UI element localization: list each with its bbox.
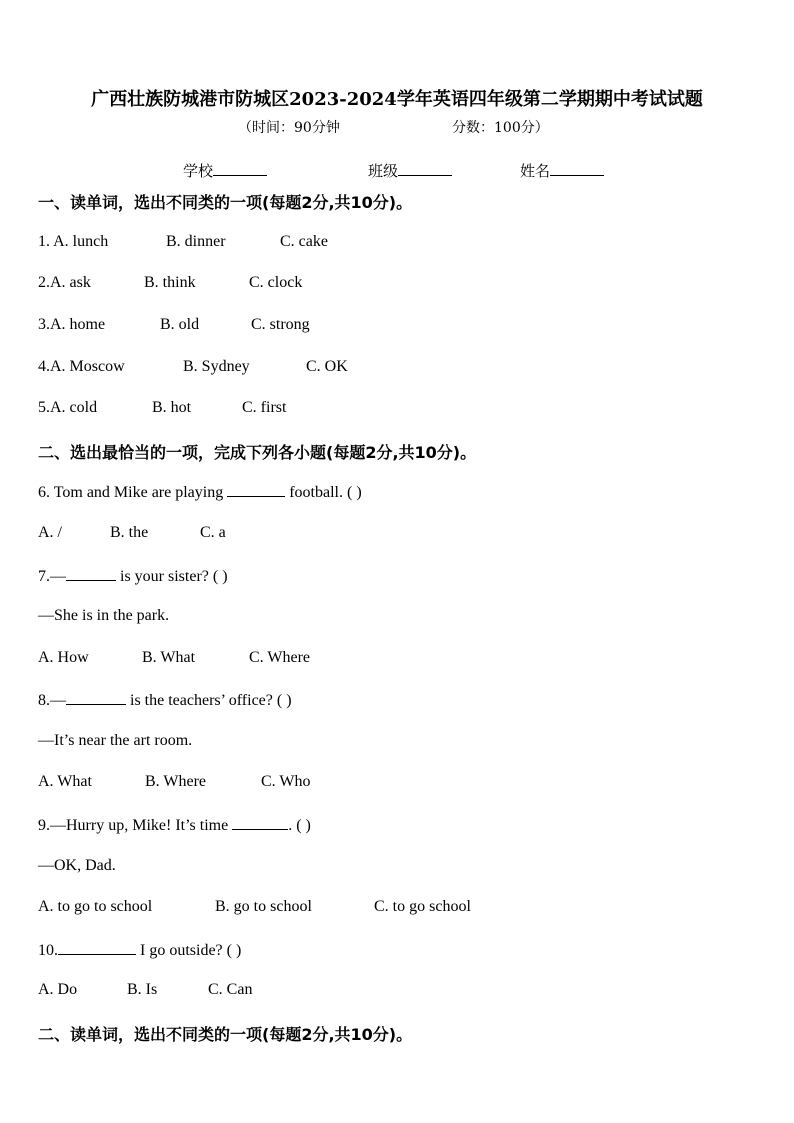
question-8: 8.— is the teachers’ office? ( ) <box>38 692 292 709</box>
question-7-reply: —She is in the park. <box>38 607 170 624</box>
name-label: 姓名 <box>520 162 551 180</box>
question-2: 2.A. ask B. think C. clock <box>38 274 303 291</box>
name-field <box>520 160 604 181</box>
answer-blank <box>58 940 136 955</box>
question-1: 1. A. lunch B. dinner C. cake <box>38 233 328 250</box>
question-6-options: A. / B. the C. a <box>38 524 226 541</box>
question-3: 3.A. home B. old C. strong <box>38 316 310 333</box>
question-10: 10. I go outside? ( ) <box>38 942 242 959</box>
school-field <box>183 160 267 181</box>
section-1-heading: 一、读单词，选出不同类的一项(每题2分,共10分)。 <box>38 193 413 212</box>
question-9-reply: —OK, Dad. <box>38 857 116 874</box>
question-8-options: A. What B. Where C. Who <box>38 773 311 790</box>
question-10-options: A. Do B. Is C. Can <box>38 981 253 998</box>
question-9: 9.—Hurry up, Mike! It’s time . ( ) <box>38 817 311 834</box>
class-label: 班级 <box>368 162 399 180</box>
exam-time: （时间：90分钟 <box>238 120 340 136</box>
question-7: 7.— is your sister? ( ) <box>38 568 228 585</box>
answer-blank <box>232 815 288 830</box>
school-label: 学校 <box>183 162 214 180</box>
answer-blank <box>66 690 126 705</box>
question-8-reply: —It’s near the art room. <box>38 732 193 749</box>
class-field <box>368 160 452 181</box>
school-blank <box>213 161 267 176</box>
question-9-options: A. to go to school B. go to school C. to go school <box>38 898 471 915</box>
question-7-options: A. How B. What C. Where <box>38 649 311 666</box>
answer-blank <box>66 566 116 581</box>
name-blank <box>550 161 604 176</box>
question-6: 6. Tom and Mike are playing football. ( ) <box>38 484 362 501</box>
question-4: 4.A. Moscow B. Sydney C. OK <box>38 358 348 375</box>
exam-title: 广西壮族防城港市防城区2023-2024学年英语四年级第二学期期中考试试题 <box>91 89 703 110</box>
question-5: 5.A. cold B. hot C. first <box>38 399 287 416</box>
section-3-heading: 二、读单词，选出不同类的一项(每题2分,共10分)。 <box>38 1025 413 1044</box>
exam-score: 分数：100分） <box>452 120 549 136</box>
class-blank <box>398 161 452 176</box>
section-2-heading: 二、选出最恰当的一项，完成下列各小题(每题2分,共10分)。 <box>38 443 477 462</box>
answer-blank <box>227 482 285 497</box>
